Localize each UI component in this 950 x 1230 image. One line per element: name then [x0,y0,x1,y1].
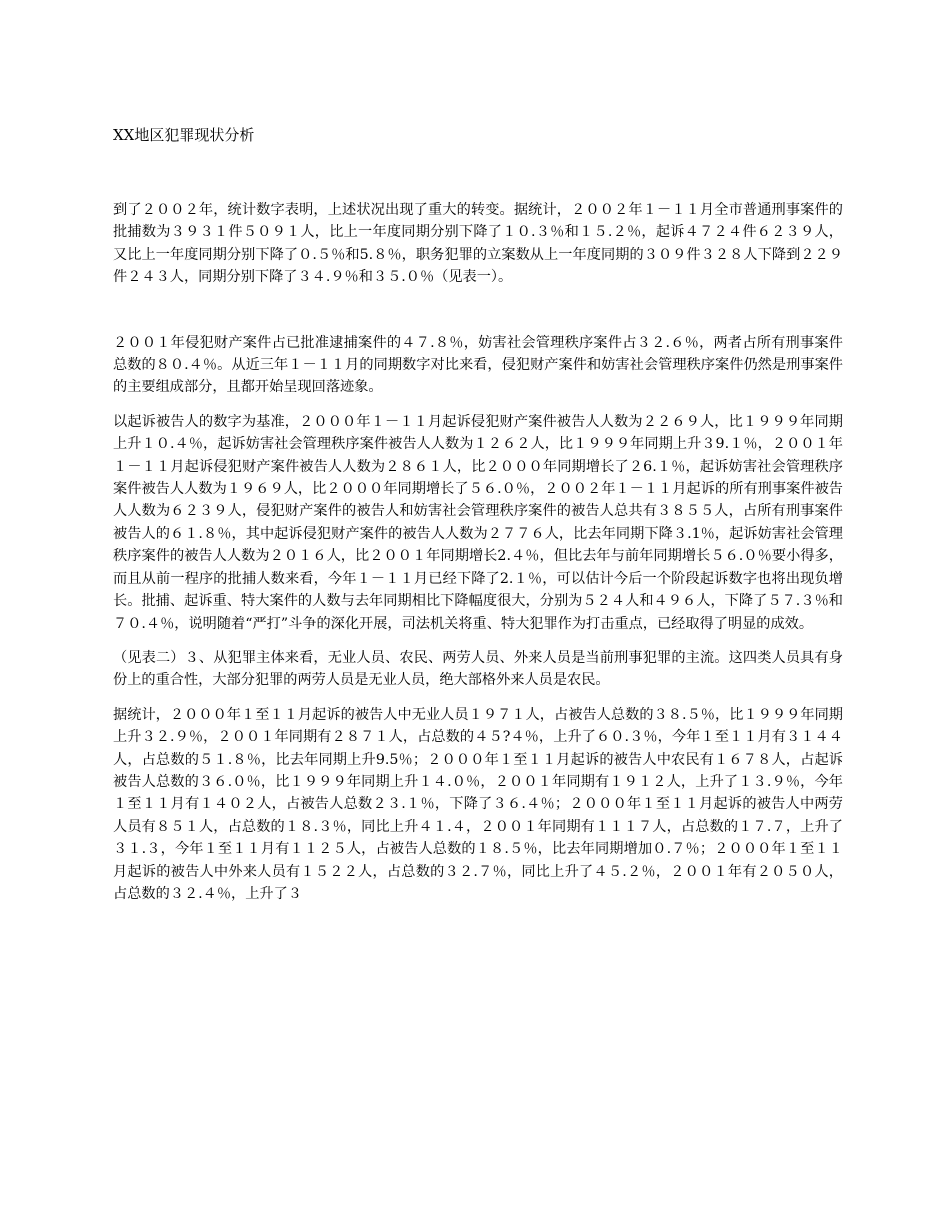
paragraph-spacer [113,635,843,647]
paragraph-spacer [113,289,843,332]
paragraph-2002-statistics: 到了２００２年，统计数字表明，上述状况出现了重大的转变。据统计，２００２年１－１１月全市普通刑事案件的批捕数为３９３１件５０９１人，比上一年度同期分别下降了１０.３％和１５.２％，起诉４７２４件６２３９人，又比上一年度同期分别下降了０.５％和5.８％，职务犯罪的立案数从上一年度同期的３０９件３２８人下降到２２９件２４３人，同期分别下降了３４.９％和３５.０％（见表一）。 [113,202,843,286]
paragraph-subject-statistics: 据统计，２０００年１至１１月起诉的被告人中无业人员１９７１人，占被告人总数的３８.５％，比１９９９年同期上升３２.９％，２００１年同期有２８７１人，占总数的４５?４％，上升了６０.３％，今年１至１１月有３１４４人，占总数的５１.８％，比去年同期上升9.5％；２０００年１至１１月起诉的被告人中农民有１６７８人，占起诉被告人总数的３６.０％，比１９９９年同期上升１４.０％，２００１年同期有１９１２人，上升了１３.９％，今年１至１１月有１４０２人，占被告人总数２３.１％，下降了３６.４％；２０００年１至１１月起诉的被告人中两劳人员有８５１人，占总数的１８.３％，同比上升４１.４，２００１年同期有１１１７人，占总数的１７.７，上升了３１.３，今年１至１１月有１１２５人，占被告人总数的１８.５％，比去年同期增加０.７％；２０００年１至１１月起诉的被告人中外来人员有１５２２人，占总数的３２.７％，同比上升了４５.２％，２００１年有２０５０人，占总数的３２.４％，上升了３ [113,706,843,902]
paragraph-2001-property-crimes: ２００１年侵犯财产案件占已批准逮捕案件的４７.８％，妨害社会管理秩序案件占３２.６％，两者占所有刑事案件总数的８０.４％。从近三年１－１１月的同期数字对比来看，侵犯财产案件和妨害社会管理秩序案件仍然是刑事案件的主要组成部分，且都开始呈现回落迹象。 [113,334,843,396]
paragraph-spacer [113,692,843,704]
document-page [113,123,843,905]
paragraph-defendant-counts: 以起诉被告人的数字为基准，２０００年１－１１月起诉侵犯财产案件被告人人数为２２６９人，比１９９９年同期上升１０.４％，起诉妨害社会管理秩序案件被告人人数为１２６２人，比１９９９年同期上升３9.１％，２００１年１－１１月起诉侵犯财产案件被告人人数为２８６１人，比２０００年同期增长了２6.１％，起诉妨害社会管理秩序案件被告人人数为１９６９人，比２０００年同期增长了５６.０％，２００２年１－１１月起诉的所有刑事案件被告人人数为６２３９人，侵犯财产案件的被告人和妨害社会管理秩序案件的被告人总共有３８５５人，占所有刑事案件被告人的６１.８％，其中起诉侵犯财产案件的被告人人数为２７７６人，比去年同期下降３.1％，起诉妨害社会管理秩序案件的被告人人数为２０１６人，比２００１年同期增长2.４％，但比去年与前年同期增长５６.０％要小得多，而且从前一程序的批捕人数来看，今年１－１１月已经下降了2.１％，可以估计今后一个阶段起诉数字也将出现负增长。批捕、起诉重、特大案件的人数与去年同期相比下降幅度很大，分别为５２４人和４９６人，下降了５７.３％和７０.４％，说明随着“严打”斗争的深化开展，司法机关将重、特大犯罪作为打击重点，已经取得了明显的成效。 [113,413,843,632]
document-title: XX地区犯罪现状分析 [113,126,255,144]
paragraph-crime-subjects: （见表二）３、从犯罪主体来看，无业人员、农民、两劳人员、外来人员是当前刑事犯罪的主流。这四类人员具有身份上的重合性，大部分犯罪的两劳人员是无业人员，绝大部格外来人员是农民。 [113,649,843,689]
paragraph-spacer [113,399,843,411]
